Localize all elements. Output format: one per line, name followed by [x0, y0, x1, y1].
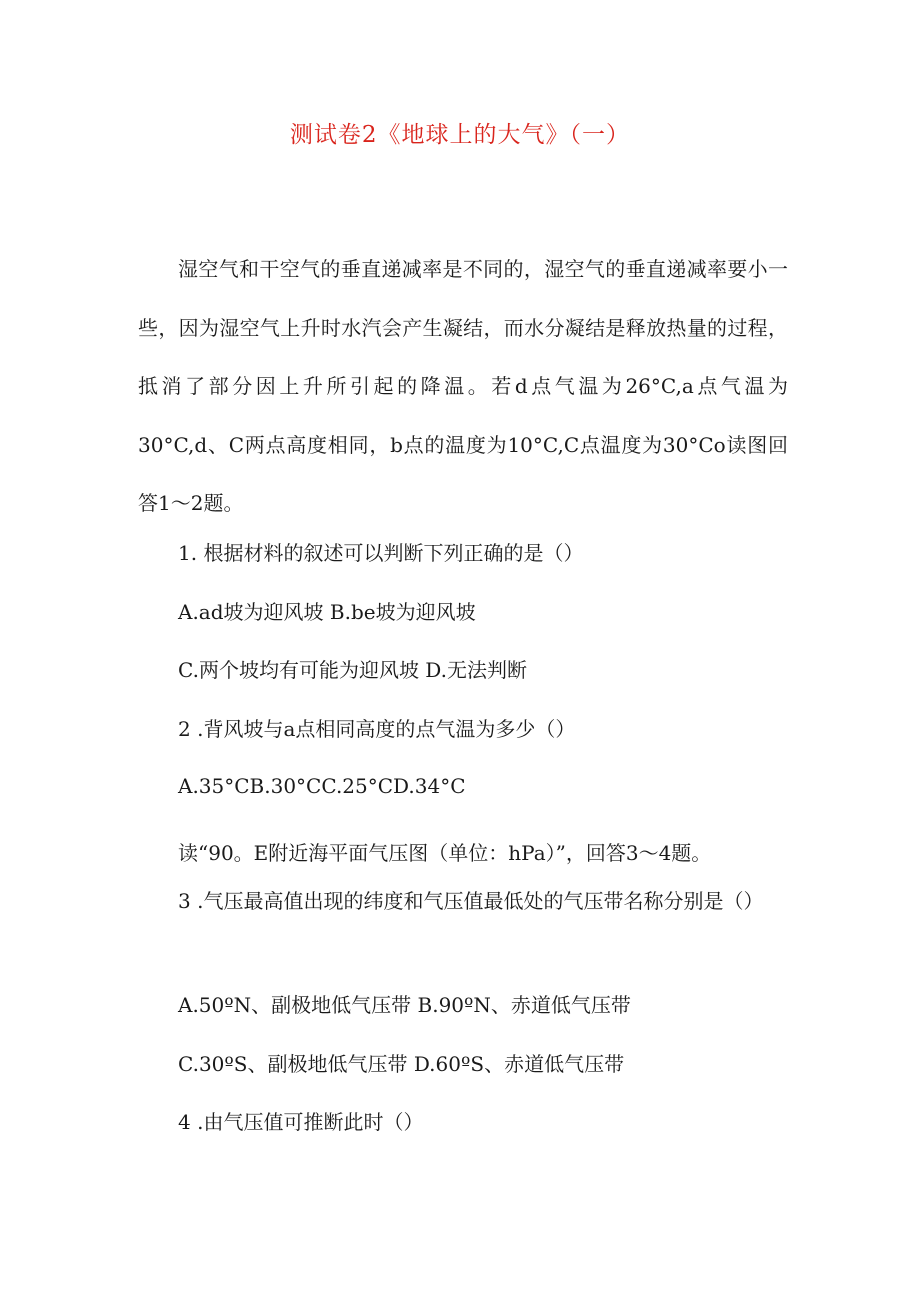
question-1-options-cd: C.两个坡均有可能为迎风坡 D.无法判断: [178, 658, 527, 682]
question-4: 4 .由气压值可推断此时（）: [178, 1110, 424, 1134]
question-3: 3 .气压最高值出现的纬度和气压值最低处的气压带名称分别是（）: [178, 889, 764, 913]
question-2-options: A.35°CB.30°CC.25°CD.34°C: [178, 774, 466, 798]
question-2: 2 .背风坡与a点相同高度的点气温为多少（）: [178, 717, 576, 741]
read-figure-instruction: 读“90。E附近海平面气压图（单位：hPa）”，回答3～4题。: [178, 841, 712, 865]
document-title: 测试卷2《地球上的大气》（一）: [289, 122, 631, 148]
question-3-options-ab: A.50ºN、副极地低气压带 B.90ºN、赤道低气压带: [178, 993, 631, 1017]
question-1: 1. 根据材料的叙述可以判断下列正确的是（）: [178, 541, 584, 565]
intro-paragraph: 湿空气和干空气的垂直递减率是不同的，湿空气的垂直递减率要小一些，因为湿空气上升时水汽会产生凝结，而水分凝结是释放热量的过程，抵消了部分因上升所引起的降温。若d点气温为26°C,a点气温为30°C,d、C两点高度相同，b点的温度为10°C,C点温度为30°Co读图回答1～2题。: [138, 257, 788, 516]
question-1-options-ab: A.ad坡为迎风坡 B.be坡为迎风坡: [178, 600, 476, 624]
question-3-options-cd: C.30ºS、副极地低气压带 D.60ºS、赤道低气压带: [178, 1052, 625, 1076]
